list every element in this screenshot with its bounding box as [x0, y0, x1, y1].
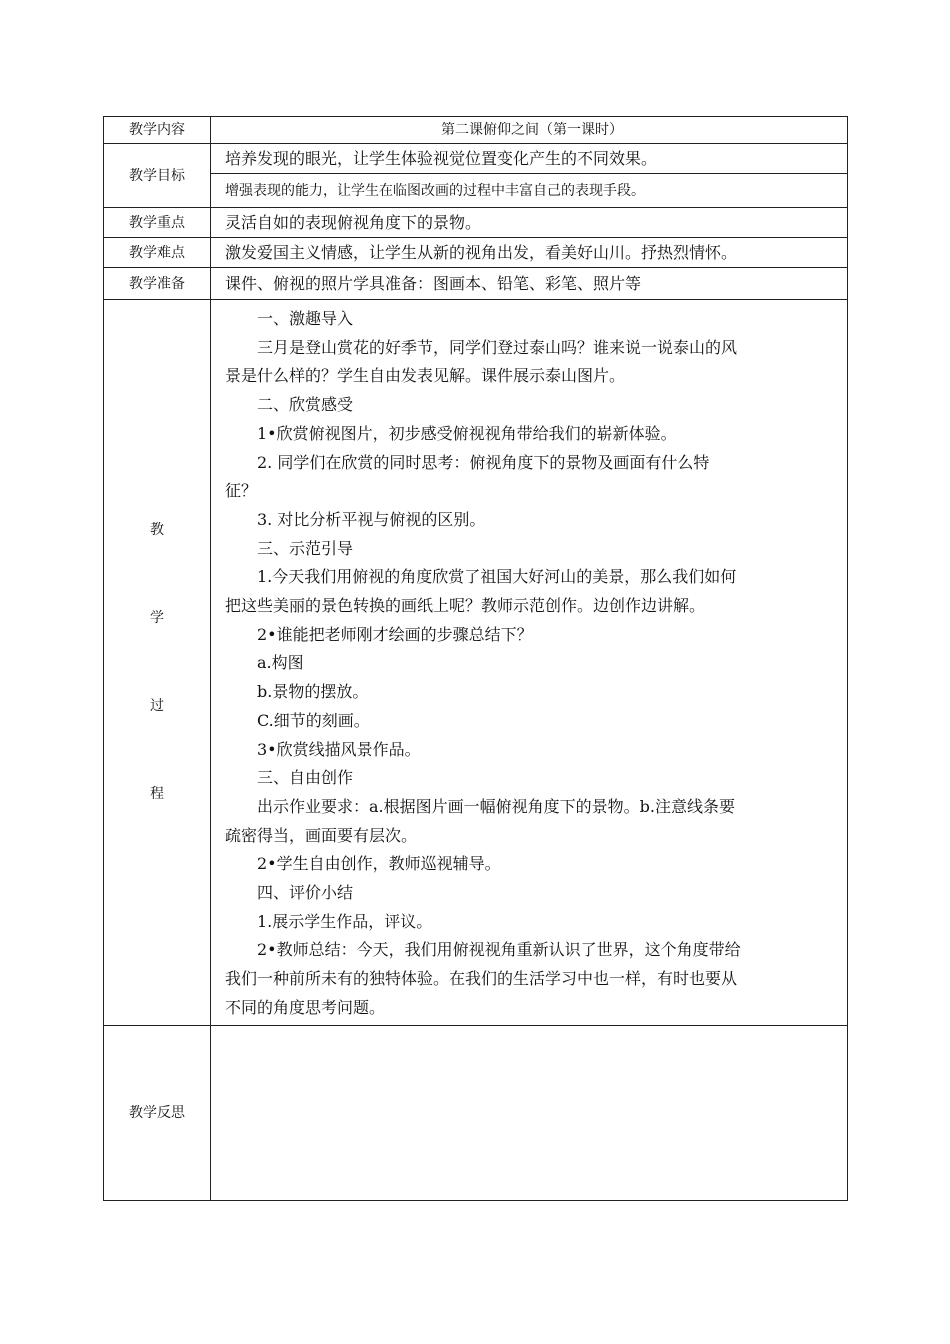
- process-line: 1•欣赏俯视图片，初步感受俯视视角带给我们的崭新体验。: [257, 423, 677, 443]
- lesson-plan-table: [103, 116, 848, 1201]
- process-label-char: 过: [150, 698, 164, 715]
- row-difficulty: [104, 238, 848, 268]
- value-process: [211, 300, 848, 1026]
- value-reflection: [211, 1025, 848, 1200]
- process-label-char: 学: [150, 610, 164, 627]
- process-line: 征？: [225, 481, 258, 501]
- process-line: 1.展示学生作品，评议。: [257, 911, 433, 931]
- process-line: a.构图: [257, 653, 304, 673]
- process-label-char: 教: [150, 522, 164, 539]
- process-line: 2•学生自由创作，教师巡视辅导。: [257, 854, 501, 874]
- process-vertical-label: [104, 521, 210, 803]
- process-line: 景是什么样的？学生自由发表见解。课件展示泰山图片。: [225, 366, 626, 386]
- label-key-point: 教学重点: [104, 208, 211, 238]
- process-line: 2•谁能把老师刚才绘画的步骤总结下？: [257, 624, 533, 644]
- label-difficulty: 教学难点: [104, 238, 211, 268]
- process-line: 2•教师总结：今天，我们用俯视视角重新认识了世界，这个角度带给: [257, 940, 741, 960]
- row-reflection: [104, 1025, 848, 1200]
- process-line: 把这些美丽的景色转换的画纸上呢？教师示范创作。边创作边讲解。: [225, 596, 706, 616]
- process-line: 三、自由创作: [257, 768, 354, 788]
- value-objective-1: 培养发现的眼光，让学生体验视觉位置变化产生的不同效果。: [211, 144, 848, 174]
- row-content: [104, 117, 848, 144]
- value-key-point: 灵活自如的表现俯视角度下的景物。: [211, 208, 848, 238]
- value-content: 第二课俯仰之间（第一课时）: [211, 117, 848, 144]
- process-line: 疏密得当，画面要有层次。: [225, 825, 418, 845]
- process-line: 三、示范引导: [257, 538, 354, 558]
- value-objective-2: 增强表现的能力，让学生在临图改画的过程中丰富自己的表现手段。: [211, 174, 848, 208]
- process-line: 二、欣赏感受: [257, 395, 354, 415]
- process-line: 三月是登山赏花的好季节，同学们登过泰山吗？谁来说一说泰山的风: [257, 337, 738, 357]
- row-objective-1: [104, 144, 848, 174]
- label-content: 教学内容: [104, 117, 211, 144]
- process-line: 3. 对比分析平视与俯视的区别。: [257, 509, 486, 529]
- process-line: 出示作业要求：a.根据图片画一幅俯视角度下的景物。b.注意线条要: [257, 796, 735, 816]
- process-line: 一、激趣导入: [257, 309, 354, 328]
- row-preparation: [104, 268, 848, 300]
- label-reflection: 教学反思: [104, 1025, 211, 1200]
- process-line: b.景物的摆放。: [257, 682, 369, 702]
- process-line: 1.今天我们用俯视的角度欣赏了祖国大好河山的美景，那么我们如何: [257, 567, 737, 587]
- row-objective-2: [104, 174, 848, 208]
- process-line: 3•欣赏线描风景作品。: [257, 739, 421, 759]
- label-process: [104, 300, 211, 1026]
- value-preparation: 课件、俯视的照片学具准备：图画本、铅笔、彩笔、照片等: [211, 268, 848, 300]
- process-line: 2. 同学们在欣赏的同时思考：俯视角度下的景物及画面有什么特: [257, 452, 710, 472]
- row-key-point: [104, 208, 848, 238]
- process-label-char: 程: [150, 786, 164, 803]
- label-preparation: 教学准备: [104, 268, 211, 300]
- label-objectives: 教学目标: [104, 144, 211, 208]
- row-process: [104, 300, 848, 1026]
- process-line: 不同的角度思考问题。: [225, 997, 386, 1017]
- process-line: 四、评价小结: [257, 883, 354, 903]
- process-line: C.细节的刻画。: [257, 710, 370, 730]
- process-line: 我们一种前所未有的独特体验。在我们的生活学习中也一样，有时也要从: [225, 969, 738, 989]
- value-difficulty: 激发爱国主义情感，让学生从新的视角出发，看美好山川。抒热烈情怀。: [211, 238, 848, 268]
